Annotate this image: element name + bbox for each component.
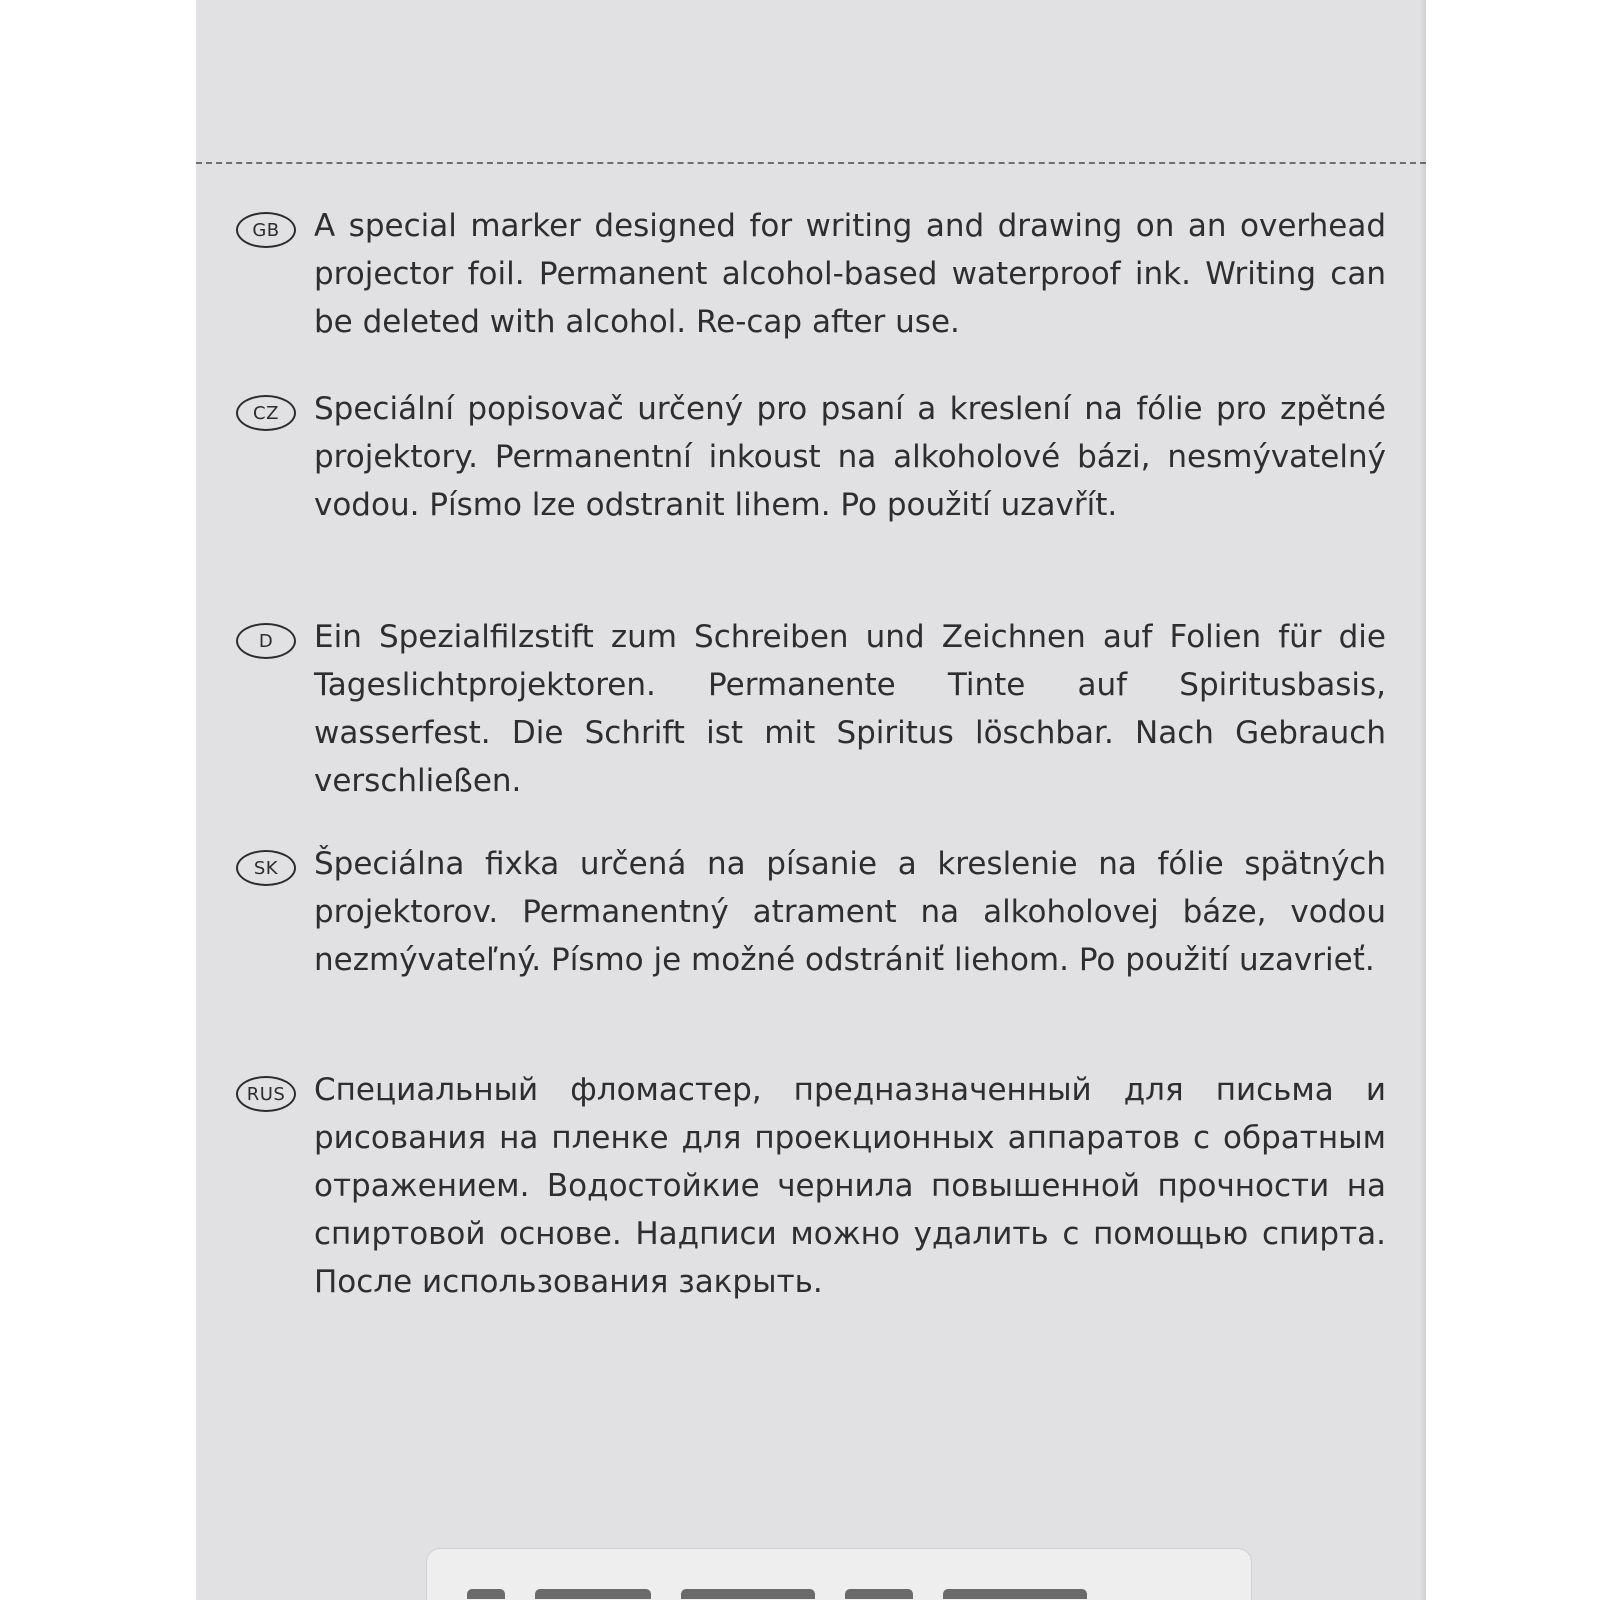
language-badge-rus: RUS xyxy=(236,1076,296,1112)
section-text-cz: Speciální popisovač určený pro psaní a kreslení na fólie pro zpětné projektory. Permanentní inkoust na alkoholové bázi, nesmývatelný vodou. Písmo lze odstranit lihem. Po použití uzavřít. xyxy=(314,391,1386,523)
language-badge-d: D xyxy=(236,623,296,659)
dashed-cut-line xyxy=(196,162,1426,164)
language-badge-sk: SK xyxy=(236,850,296,886)
packaging-panel xyxy=(196,0,1426,1600)
section-text-sk: Špeciálna fixka určená na písanie a kreslenie na fólie spätných projektorov. Permanentný atrament na alkoholovej báze, vodou nezmývateľný. Písmo je možné odstrániť liehom. Po použití uzavrieť. xyxy=(314,846,1386,978)
section-text-rus: Специальный фломастер, предназначенный для письма и рисования на пленке для проекционных аппаратов с обратным отражением. Водостойкие чернила повышенной прочности на спиртовой основе. Надписи можно удалить с помощью спирта. После использования закрыть. xyxy=(314,1072,1386,1300)
language-badge-cz: CZ xyxy=(236,395,296,431)
label-text-cutoff xyxy=(467,1589,1087,1599)
panel-edge-shadow xyxy=(1420,0,1426,1600)
section-text-gb: A special marker designed for writing and drawing on an overhead projector foil. Permanent alcohol-based waterproof ink. Writing can be deleted with alcohol. Re-cap after use. xyxy=(314,208,1386,340)
section-text-d: Ein Spezialfilzstift zum Schreiben und Zeichnen auf Folien für die Tageslichtprojektoren. Permanente Tinte auf Spiritusbasis, wasserfest. Die Schrift ist mit Spiritus löschbar. Nach Gebrauch verschließen. xyxy=(314,619,1386,799)
language-badge-gb: GB xyxy=(236,212,296,248)
article-label-strip xyxy=(426,1548,1252,1600)
